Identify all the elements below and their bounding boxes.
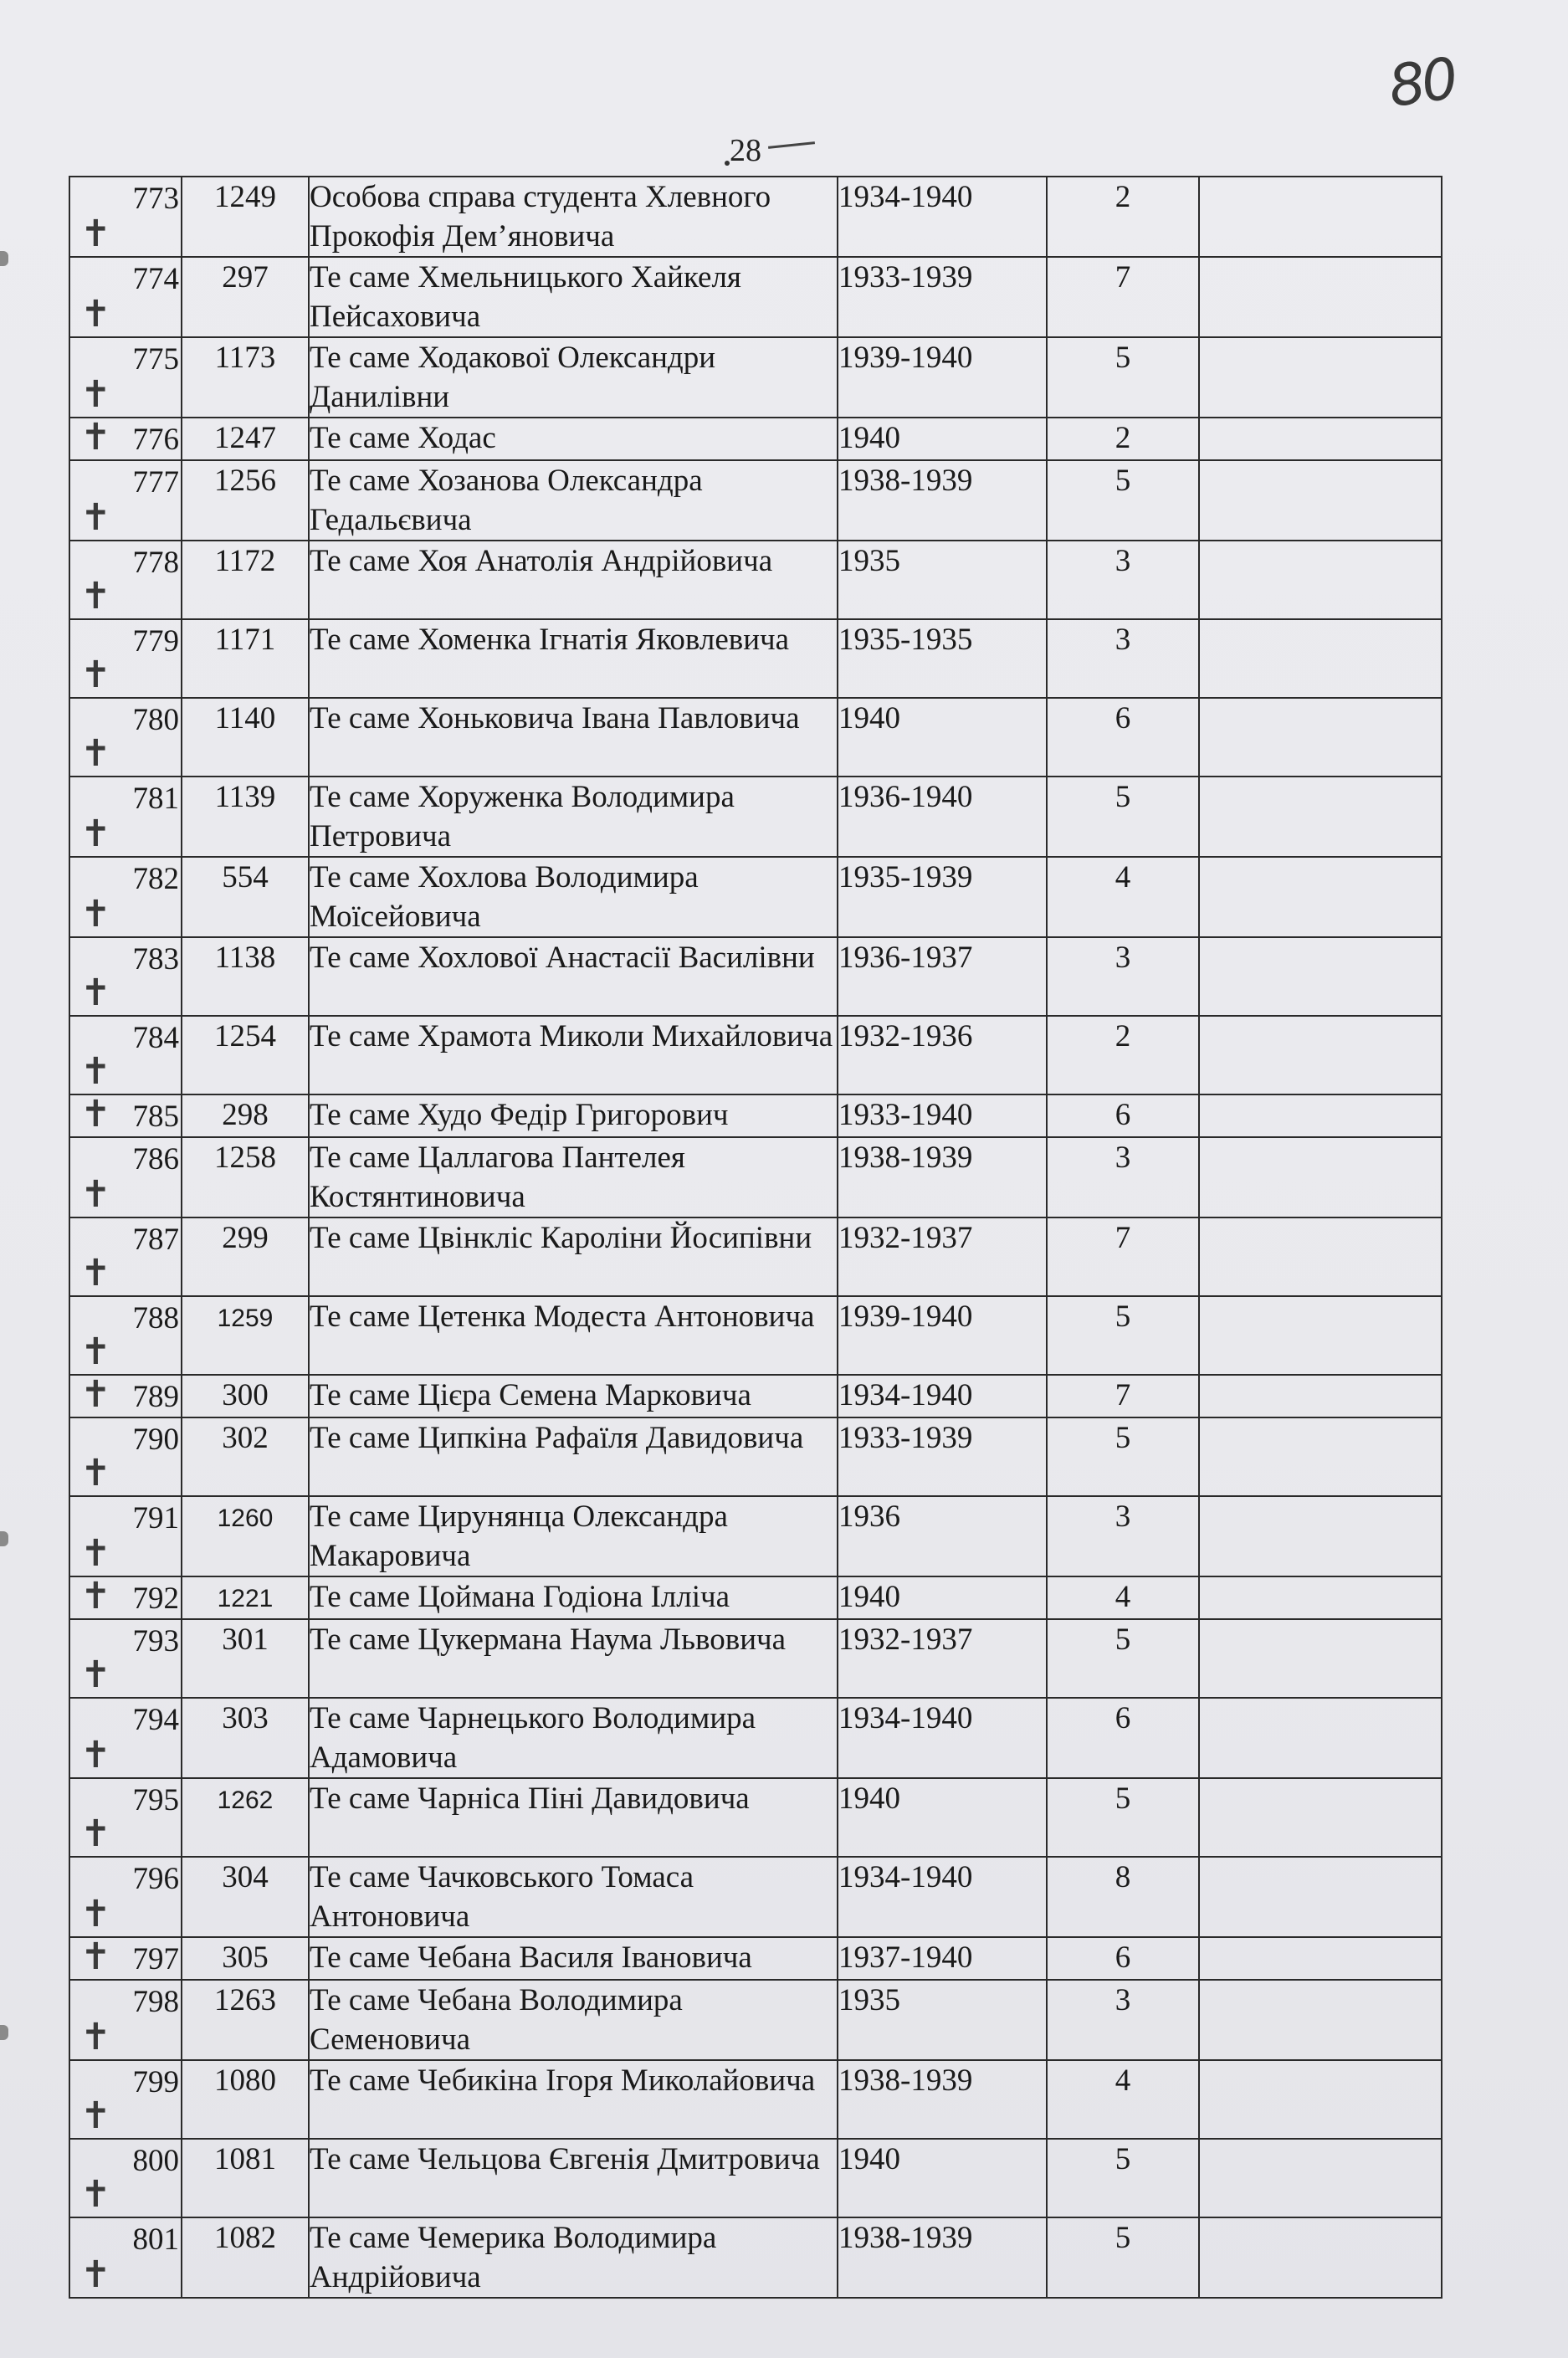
- notes-cell: [1199, 1417, 1442, 1496]
- date-range-cell: 1932-1936: [838, 1016, 1047, 1094]
- file-title-cell: Те саме Чебикіна Ігоря Миколайовича: [309, 2060, 838, 2139]
- item-number-cell: [69, 2217, 182, 2298]
- archive-number: 1259: [217, 1305, 274, 1332]
- archive-number-cell: [182, 1980, 309, 2060]
- item-number: 790: [132, 1422, 179, 1457]
- item-number-cell: [69, 857, 182, 937]
- handwritten-check-mark-icon: ✝: [80, 1050, 111, 1093]
- sheet-count-cell: 3: [1047, 1137, 1199, 1217]
- item-number: 784: [132, 1021, 179, 1055]
- handwritten-check-mark-icon: ✝: [80, 2173, 111, 2216]
- table-row: [69, 1016, 1442, 1094]
- table-row: [69, 1375, 1442, 1417]
- archive-number-cell: [182, 1496, 309, 1576]
- archive-number: 1172: [214, 544, 276, 578]
- sheet-count-cell: 7: [1047, 1375, 1199, 1417]
- date-range-cell: 1932-1937: [838, 1217, 1047, 1296]
- item-number: 787: [132, 1223, 179, 1257]
- archive-number: 1256: [214, 464, 276, 498]
- notes-cell: [1199, 1137, 1442, 1217]
- archive-number-cell: [182, 1217, 309, 1296]
- notes-cell: [1199, 1375, 1442, 1417]
- inventory-table: [69, 176, 1442, 2299]
- punch-hole-mark: [0, 1531, 8, 1546]
- file-title-cell: Те саме Чебана Василя Івановича: [309, 1937, 838, 1980]
- archive-number: 1140: [214, 701, 276, 736]
- sheet-count-cell: 2: [1047, 1016, 1199, 1094]
- item-number-cell: [69, 337, 182, 418]
- item-number-cell: [69, 1296, 182, 1375]
- file-title-cell: Те саме Цоймана Годіона Ілліча: [309, 1576, 838, 1619]
- item-number-cell: [69, 257, 182, 337]
- item-number: 791: [132, 1501, 179, 1535]
- handwritten-check-mark-icon: ✝: [80, 1452, 111, 1494]
- handwritten-check-mark-icon: ✝: [80, 1893, 111, 1935]
- archive-number: 1080: [214, 2063, 276, 2098]
- notes-cell: [1199, 1980, 1442, 2060]
- file-title-cell: Те саме Чарніса Піні Давидовича: [309, 1778, 838, 1857]
- table-row: [69, 1094, 1442, 1137]
- sheet-count-cell: 5: [1047, 2217, 1199, 2298]
- handwritten-check-mark-icon: ✝: [80, 1734, 111, 1776]
- handwritten-check-mark-icon: ✝: [80, 496, 111, 539]
- archive-number: 1249: [214, 180, 276, 214]
- sheet-count-cell: 7: [1047, 1217, 1199, 1296]
- date-range-cell: 1938-1939: [838, 460, 1047, 541]
- date-range-cell: 1937-1940: [838, 1937, 1047, 1980]
- table-row: [69, 1137, 1442, 1217]
- date-range-cell: 1940: [838, 418, 1047, 460]
- table-row: [69, 541, 1442, 619]
- sheet-count-cell: 5: [1047, 1778, 1199, 1857]
- sheet-count-cell: 3: [1047, 937, 1199, 1016]
- notes-cell: [1199, 619, 1442, 698]
- date-range-cell: 1933-1939: [838, 1417, 1047, 1496]
- item-number-cell: [69, 1496, 182, 1576]
- file-title-cell: Те саме Худо Федір Григорович: [309, 1094, 838, 1137]
- archive-number: 1258: [214, 1141, 276, 1175]
- page-number: 28: [730, 133, 761, 168]
- file-title-cell: Те саме Храмота Миколи Михайловича: [309, 1016, 838, 1094]
- date-range-cell: 1939-1940: [838, 337, 1047, 418]
- file-title-cell: Особова справа студента Хлевного Прокофія Дем’яновича: [309, 177, 838, 257]
- item-number: 774: [132, 262, 179, 296]
- item-number-cell: [69, 177, 182, 257]
- archive-number-cell: [182, 1857, 309, 1937]
- item-number-cell: [69, 619, 182, 698]
- date-range-cell: 1933-1940: [838, 1094, 1047, 1137]
- sheet-count-cell: 2: [1047, 418, 1199, 460]
- notes-cell: [1199, 257, 1442, 337]
- file-title-cell: Те саме Цієра Семена Марковича: [309, 1375, 838, 1417]
- archive-number-cell: [182, 1698, 309, 1778]
- item-number: 776: [132, 423, 179, 457]
- item-number: 788: [132, 1301, 179, 1335]
- file-title-cell: Те саме Хоменка Ігнатія Яковлевича: [309, 619, 838, 698]
- item-number: 801: [132, 2222, 179, 2257]
- archive-number-cell: [182, 857, 309, 937]
- date-range-cell: 1934-1940: [838, 1375, 1047, 1417]
- date-range-cell: 1934-1940: [838, 177, 1047, 257]
- item-number-cell: [69, 1094, 182, 1137]
- sheet-count-cell: 3: [1047, 1496, 1199, 1576]
- handwritten-check-mark-icon: ✝: [80, 1252, 111, 1294]
- handwritten-check-mark-icon: ✝: [80, 575, 111, 618]
- date-range-cell: 1936: [838, 1496, 1047, 1576]
- file-title-cell: Те саме Хозанова Олександра Гедальєвича: [309, 460, 838, 541]
- item-number-cell: [69, 1698, 182, 1778]
- table-row: [69, 1778, 1442, 1857]
- date-range-cell: 1939-1940: [838, 1296, 1047, 1375]
- item-number-cell: [69, 2139, 182, 2217]
- item-number-cell: [69, 937, 182, 1016]
- archive-number-cell: [182, 777, 309, 857]
- notes-cell: [1199, 1217, 1442, 1296]
- handwritten-check-mark-icon: ✝: [80, 293, 111, 336]
- table-row: [69, 2217, 1442, 2298]
- item-number-cell: [69, 777, 182, 857]
- archive-number-cell: [182, 2217, 309, 2298]
- archive-number: 1260: [217, 1505, 274, 1532]
- item-number-cell: [69, 1016, 182, 1094]
- archive-number-cell: [182, 257, 309, 337]
- archive-number: 1173: [214, 341, 276, 375]
- notes-cell: [1199, 698, 1442, 777]
- table-row: [69, 1698, 1442, 1778]
- archive-folio-number: 80: [1384, 45, 1459, 121]
- item-number: 789: [132, 1380, 179, 1414]
- archive-number: 1263: [214, 1983, 276, 2017]
- table-row: [69, 1619, 1442, 1698]
- archive-number: 300: [222, 1378, 269, 1412]
- archive-number-cell: [182, 1937, 309, 1980]
- inventory-table-body: [69, 177, 1442, 2298]
- handwritten-check-mark-icon: ✝: [80, 213, 111, 255]
- table-row: [69, 1296, 1442, 1375]
- file-title-cell: Те саме Чебана Володимира Семеновича: [309, 1980, 838, 2060]
- item-number: 796: [132, 1862, 179, 1896]
- date-range-cell: 1938-1939: [838, 2217, 1047, 2298]
- archive-number-cell: [182, 418, 309, 460]
- notes-cell: [1199, 1296, 1442, 1375]
- handwritten-check-mark-icon: ✝: [80, 1935, 111, 1978]
- notes-cell: [1199, 1094, 1442, 1137]
- archive-number-cell: [182, 619, 309, 698]
- notes-cell: [1199, 1857, 1442, 1937]
- sheet-count-cell: 5: [1047, 777, 1199, 857]
- item-number-cell: [69, 1619, 182, 1698]
- item-number: 785: [132, 1100, 179, 1134]
- archive-number: 1081: [214, 2142, 276, 2176]
- notes-cell: [1199, 857, 1442, 937]
- archive-number: 304: [222, 1860, 269, 1894]
- archive-number-cell: [182, 2060, 309, 2139]
- archive-number: 1138: [214, 941, 276, 975]
- item-number: 800: [132, 2144, 179, 2178]
- notes-cell: [1199, 2060, 1442, 2139]
- date-range-cell: 1940: [838, 1778, 1047, 1857]
- table-row: [69, 1496, 1442, 1576]
- notes-cell: [1199, 937, 1442, 1016]
- item-number: 799: [132, 2065, 179, 2099]
- archive-number: 1171: [214, 623, 276, 657]
- sheet-count-cell: 2: [1047, 177, 1199, 257]
- archive-number: 1247: [214, 421, 276, 455]
- notes-cell: [1199, 1016, 1442, 1094]
- handwritten-check-mark-icon: ✝: [80, 812, 111, 855]
- item-number-cell: [69, 698, 182, 777]
- archive-number: 303: [222, 1701, 269, 1735]
- archive-number-cell: [182, 2139, 309, 2217]
- archive-number: 301: [222, 1622, 269, 1657]
- date-range-cell: 1938-1939: [838, 2060, 1047, 2139]
- file-title-cell: Те саме Ходас: [309, 418, 838, 460]
- archive-number: 299: [222, 1221, 269, 1255]
- file-title-cell: Те саме Хоруженка Володимира Петровича: [309, 777, 838, 857]
- sheet-count-cell: 4: [1047, 857, 1199, 937]
- table-row: [69, 777, 1442, 857]
- date-range-cell: 1940: [838, 1576, 1047, 1619]
- notes-cell: [1199, 541, 1442, 619]
- archive-number: 1082: [214, 2221, 276, 2255]
- sheet-count-cell: 5: [1047, 1417, 1199, 1496]
- file-title-cell: Те саме Ходакової Олександри Данилівни: [309, 337, 838, 418]
- date-range-cell: 1940: [838, 2139, 1047, 2217]
- item-number: 795: [132, 1783, 179, 1817]
- archive-number-cell: [182, 1619, 309, 1698]
- table-row: [69, 177, 1442, 257]
- file-title-cell: Те саме Чемерика Володимира Андрійовича: [309, 2217, 838, 2298]
- date-range-cell: 1933-1939: [838, 257, 1047, 337]
- sheet-count-cell: 4: [1047, 1576, 1199, 1619]
- archive-number: 554: [222, 860, 269, 895]
- notes-cell: [1199, 2139, 1442, 2217]
- page-number-dash: [768, 141, 815, 149]
- archive-number-cell: [182, 1778, 309, 1857]
- date-range-cell: 1935-1939: [838, 857, 1047, 937]
- table-row: [69, 2139, 1442, 2217]
- archive-number-cell: [182, 177, 309, 257]
- handwritten-check-mark-icon: ✝: [80, 2094, 111, 2137]
- date-range-cell: 1936-1940: [838, 777, 1047, 857]
- handwritten-check-mark-icon: ✝: [80, 1653, 111, 1696]
- sheet-count-cell: 5: [1047, 460, 1199, 541]
- table-row: [69, 460, 1442, 541]
- handwritten-check-mark-icon: ✝: [80, 1812, 111, 1855]
- table-row: [69, 1937, 1442, 1980]
- file-title-cell: Те саме Цирунянца Олександра Макаровича: [309, 1496, 838, 1576]
- archive-number-cell: [182, 1296, 309, 1375]
- handwritten-check-mark-icon: ✝: [80, 373, 111, 416]
- item-number: 782: [132, 862, 179, 896]
- file-title-cell: Те саме Цвінкліс Кароліни Йосипівни: [309, 1217, 838, 1296]
- item-number: 778: [132, 546, 179, 580]
- table-row: [69, 1980, 1442, 2060]
- table-row: [69, 1417, 1442, 1496]
- archive-number: 297: [222, 260, 269, 295]
- sheet-count-cell: 5: [1047, 2139, 1199, 2217]
- archive-number-cell: [182, 1094, 309, 1137]
- archive-number: 1262: [217, 1786, 274, 1814]
- handwritten-check-mark-icon: ✝: [80, 1373, 111, 1416]
- table-row: [69, 1217, 1442, 1296]
- item-number-cell: [69, 418, 182, 460]
- table-row: [69, 2060, 1442, 2139]
- item-number: 775: [132, 342, 179, 377]
- sheet-count-cell: 5: [1047, 1296, 1199, 1375]
- item-number: 780: [132, 703, 179, 737]
- notes-cell: [1199, 2217, 1442, 2298]
- item-number: 779: [132, 624, 179, 659]
- item-number-cell: [69, 541, 182, 619]
- archive-number: 302: [222, 1421, 269, 1455]
- date-range-cell: 1935-1935: [838, 619, 1047, 698]
- table-row: [69, 257, 1442, 337]
- item-number-cell: [69, 1778, 182, 1857]
- handwritten-check-mark-icon: ✝: [80, 1575, 111, 1617]
- date-range-cell: 1936-1937: [838, 937, 1047, 1016]
- item-number-cell: [69, 1137, 182, 1217]
- file-title-cell: Те саме Чельцова Євгенія Дмитровича: [309, 2139, 838, 2217]
- item-number-cell: [69, 2060, 182, 2139]
- punch-hole-mark: [0, 251, 8, 266]
- file-title-cell: Те саме Хмельницького Хайкеля Пейсаховича: [309, 257, 838, 337]
- handwritten-check-mark-icon: ✝: [80, 2253, 111, 2296]
- file-title-cell: Те саме Хохлової Анастасії Василівни: [309, 937, 838, 1016]
- table-row: [69, 698, 1442, 777]
- sheet-count-cell: 8: [1047, 1857, 1199, 1937]
- notes-cell: [1199, 1698, 1442, 1778]
- handwritten-check-mark-icon: ✝: [80, 971, 111, 1014]
- item-number: 786: [132, 1142, 179, 1176]
- notes-cell: [1199, 418, 1442, 460]
- item-number: 798: [132, 1985, 179, 2019]
- file-title-cell: Те саме Хоя Анатолія Андрійовича: [309, 541, 838, 619]
- handwritten-check-mark-icon: ✝: [80, 1532, 111, 1575]
- file-title-cell: Те саме Хоньковича Івана Павловича: [309, 698, 838, 777]
- archive-number: 1254: [214, 1019, 276, 1053]
- file-title-cell: Те саме Ципкіна Рафаїля Давидовича: [309, 1417, 838, 1496]
- handwritten-check-mark-icon: ✝: [80, 2016, 111, 2058]
- notes-cell: [1199, 177, 1442, 257]
- archive-number-cell: [182, 337, 309, 418]
- sheet-count-cell: 6: [1047, 1937, 1199, 1980]
- item-number: 792: [132, 1581, 179, 1616]
- archive-number: 305: [222, 1940, 269, 1975]
- item-number: 794: [132, 1703, 179, 1737]
- table-row: [69, 857, 1442, 937]
- table-row: [69, 337, 1442, 418]
- item-number: 797: [132, 1942, 179, 1976]
- sheet-count-cell: 6: [1047, 1698, 1199, 1778]
- sheet-count-cell: 5: [1047, 1619, 1199, 1698]
- notes-cell: [1199, 337, 1442, 418]
- notes-cell: [1199, 1619, 1442, 1698]
- file-title-cell: Те саме Хохлова Володимира Моїсейовича: [309, 857, 838, 937]
- handwritten-check-mark-icon: ✝: [80, 416, 111, 459]
- item-number-cell: [69, 460, 182, 541]
- file-title-cell: Те саме Чачковського Томаса Антоновича: [309, 1857, 838, 1937]
- notes-cell: [1199, 460, 1442, 541]
- sheet-count-cell: 7: [1047, 257, 1199, 337]
- item-number-cell: [69, 1217, 182, 1296]
- item-number: 793: [132, 1624, 179, 1658]
- sheet-count-cell: 3: [1047, 541, 1199, 619]
- sheet-count-cell: 4: [1047, 2060, 1199, 2139]
- item-number-cell: [69, 1417, 182, 1496]
- notes-cell: [1199, 1778, 1442, 1857]
- item-number-cell: [69, 1980, 182, 2060]
- punch-hole-mark: [0, 2025, 8, 2040]
- archive-number: 1139: [214, 780, 276, 814]
- item-number: 777: [132, 465, 179, 500]
- item-number-cell: [69, 1576, 182, 1619]
- sheet-count-cell: 3: [1047, 619, 1199, 698]
- archive-number-cell: [182, 1417, 309, 1496]
- sheet-count-cell: 5: [1047, 337, 1199, 418]
- table-row: [69, 937, 1442, 1016]
- date-range-cell: 1935: [838, 1980, 1047, 2060]
- handwritten-check-mark-icon: ✝: [80, 1330, 111, 1373]
- item-number: 783: [132, 942, 179, 977]
- archive-number: 1221: [217, 1585, 274, 1612]
- file-title-cell: Те саме Цукермана Наума Львовича: [309, 1619, 838, 1698]
- item-number: 773: [132, 182, 179, 216]
- table-row: [69, 418, 1442, 460]
- item-number-cell: [69, 1857, 182, 1937]
- sheet-count-cell: 3: [1047, 1980, 1199, 2060]
- handwritten-check-mark-icon: ✝: [80, 893, 111, 936]
- date-range-cell: 1934-1940: [838, 1857, 1047, 1937]
- date-range-cell: 1938-1939: [838, 1137, 1047, 1217]
- handwritten-check-mark-icon: ✝: [80, 1093, 111, 1135]
- archive-number: 298: [222, 1098, 269, 1132]
- notes-cell: [1199, 1576, 1442, 1619]
- notes-cell: [1199, 777, 1442, 857]
- table-row: [69, 1857, 1442, 1937]
- archive-number-cell: [182, 1576, 309, 1619]
- date-range-cell: 1932-1937: [838, 1619, 1047, 1698]
- handwritten-check-mark-icon: ✝: [80, 1173, 111, 1216]
- file-title-cell: Те саме Чарнецького Володимира Адамовича: [309, 1698, 838, 1778]
- archive-number-cell: [182, 1375, 309, 1417]
- table-row: [69, 619, 1442, 698]
- file-title-cell: Те саме Цетенка Модеста Антоновича: [309, 1296, 838, 1375]
- sheet-count-cell: 6: [1047, 698, 1199, 777]
- date-range-cell: 1935: [838, 541, 1047, 619]
- handwritten-check-mark-icon: ✝: [80, 654, 111, 696]
- table-row: [69, 1576, 1442, 1619]
- date-range-cell: 1934-1940: [838, 1698, 1047, 1778]
- item-number: 781: [132, 782, 179, 816]
- notes-cell: [1199, 1496, 1442, 1576]
- archive-number-cell: [182, 698, 309, 777]
- item-number-cell: [69, 1375, 182, 1417]
- archive-number-cell: [182, 1016, 309, 1094]
- archive-number-cell: [182, 460, 309, 541]
- sheet-count-cell: 6: [1047, 1094, 1199, 1137]
- notes-cell: [1199, 1937, 1442, 1980]
- archive-number-cell: [182, 937, 309, 1016]
- item-number-cell: [69, 1937, 182, 1980]
- handwritten-check-mark-icon: ✝: [80, 732, 111, 775]
- file-title-cell: Те саме Цаллагова Пантелея Костянтиновича: [309, 1137, 838, 1217]
- archive-number-cell: [182, 1137, 309, 1217]
- date-range-cell: 1940: [838, 698, 1047, 777]
- archive-number-cell: [182, 541, 309, 619]
